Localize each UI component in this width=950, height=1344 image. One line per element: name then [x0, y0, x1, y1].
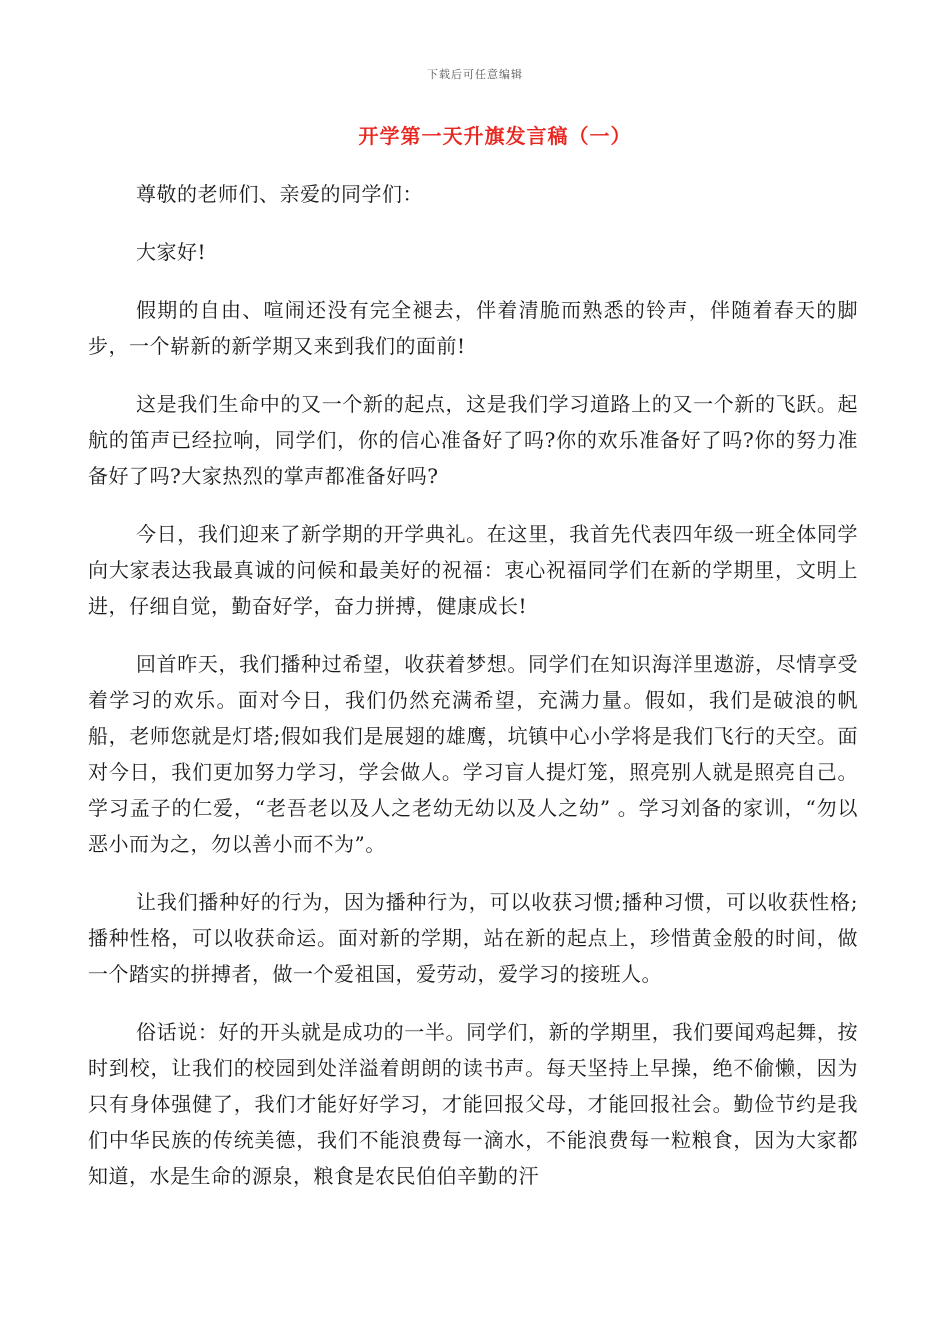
document-title: 开学第一天升旗发言稿（一） — [358, 124, 632, 148]
salutation: 尊敬的老师们、亲爱的同学们： — [136, 182, 423, 206]
paragraph: 假期的自由、喧闹还没有完全褪去，伴着清脆而熟悉的铃声，伴随着春天的脚步，一个崭新的新学期又来到我们的面前! — [88, 298, 858, 358]
paragraph: 俗话说：好的开头就是成功的一半。同学们，新的学期里，我们要闻鸡起舞，按时到校，让我们的校园到处洋溢着朗朗的读书声。每天坚持上早操，绝不偷懒，因为只有身体强健了，我们才能好好学习，才能回报父母，才能回报社会。勤俭节约是我们中华民族的传统美德，我们不能浪费每一滴水，不能浪费每一粒粮食，因为大家都知道，水是生命的源泉，粮食是农民伯伯辛勤的汗 — [88, 1020, 858, 1188]
greeting: 大家好! — [136, 240, 207, 264]
paragraph: 让我们播种好的行为，因为播种行为，可以收获习惯;播种习惯，可以收获性格;播种性格，可以收获命运。面对新的学期，站在新的起点上，珍惜黄金般的时间，做一个踏实的拼搏者，做一个爱祖国，爱劳动，爱学习的接班人。 — [88, 890, 858, 986]
document-body — [88, 176, 858, 1216]
paragraph: 回首昨天，我们播种过希望，收获着梦想。同学们在知识海洋里遨游，尽情享受着学习的欢乐。面对今日，我们仍然充满希望，充满力量。假如，我们是破浪的帆船，老师您就是灯塔;假如我们是展翅的雄鹰，坑镇中心小学将是我们飞行的天空。面对今日，我们更加努力学习，学会做人。学习盲人提灯笼，照亮别人就是照亮自己。学习孟子的仁爱，“老吾老以及人之老幼无幼以及人之幼” 。学习刘备的家训，“勿以恶小而为之，勿以善小而不为”。 — [88, 652, 858, 856]
paragraph: 这是我们生命中的又一个新的起点，这是我们学习道路上的又一个新的飞跃。起航的笛声已经拉响，同学们，你的信心准备好了吗?你的欢乐准备好了吗?你的努力准备好了吗?大家热烈的掌声都准备好吗? — [88, 392, 858, 488]
header-note: 下载后可任意编辑 — [427, 68, 523, 81]
paragraph: 今日，我们迎来了新学期的开学典礼。在这里，我首先代表四年级一班全体同学向大家表达我最真诚的问候和最美好的祝福：衷心祝福同学们在新的学期里，文明上进，仔细自觉，勤奋好学，奋力拼搏，健康成长! — [88, 522, 858, 618]
